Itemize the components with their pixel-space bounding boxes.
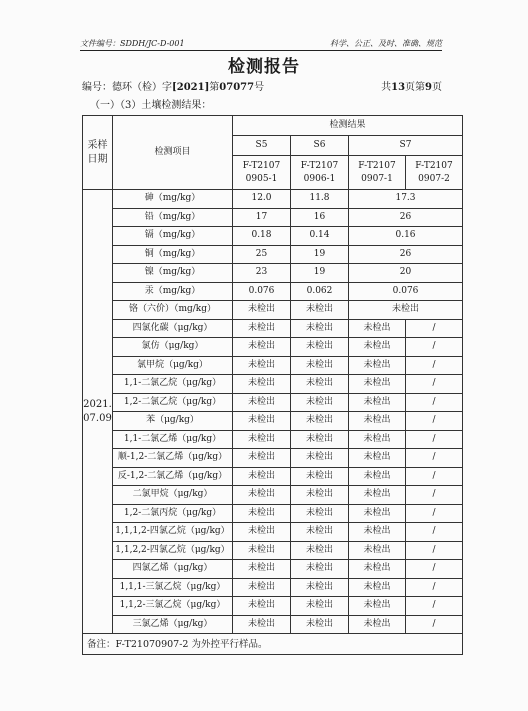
value-s6: 16 — [291, 208, 349, 227]
value-cell: 未检出 — [233, 393, 291, 412]
value-cell: 未检出 — [349, 523, 406, 542]
table-row — [83, 504, 463, 523]
value-cell: 未检出 — [233, 523, 291, 542]
value-cell: 未检出 — [349, 430, 406, 449]
value-cell: 未检出 — [233, 504, 291, 523]
report-number-value: 07077 — [219, 82, 255, 93]
report-number-suffix: 号 — [254, 82, 265, 93]
value-cell: 未检出 — [291, 615, 349, 634]
value-cell: 未检出 — [349, 375, 406, 394]
table-row — [83, 523, 463, 542]
value-cell: 未检出 — [349, 449, 406, 468]
file-number: 文件编号：SDDH/JC-D-001 — [80, 39, 185, 48]
table-row — [83, 541, 463, 560]
header-sample-date: 采样日期 — [83, 116, 113, 190]
table-row — [83, 227, 463, 246]
value-cell: 未检出 — [291, 338, 349, 357]
header-results: 检测结果 — [233, 116, 463, 136]
page-counter-prefix: 共 — [381, 82, 392, 93]
value-cell: 未检出 — [233, 578, 291, 597]
value-cell: 未检出 — [291, 504, 349, 523]
value-cell: 未检出 — [349, 504, 406, 523]
value-cell: 未检出 — [349, 467, 406, 486]
value-cell: 未检出 — [291, 560, 349, 579]
value-cell: 未检出 — [349, 412, 406, 431]
value-cell: / — [406, 338, 463, 357]
value-cell: 未检出 — [291, 412, 349, 431]
table-row — [83, 412, 463, 431]
value-cell: 未检出 — [349, 578, 406, 597]
header-rule — [80, 50, 442, 51]
table-body — [83, 116, 463, 655]
value-s6: 0.14 — [291, 227, 349, 246]
value-cell: 未检出 — [349, 356, 406, 375]
item-name: 1,1,1-三氯乙烷（μg/kg） — [113, 578, 233, 597]
value-cell: / — [406, 597, 463, 616]
page-total: 13 — [391, 82, 406, 93]
value-s5: 17 — [233, 208, 291, 227]
table-row — [83, 319, 463, 338]
item-name: 砷（mg/kg） — [113, 190, 233, 209]
value-cell: 未检出 — [349, 319, 406, 338]
table-row — [83, 486, 463, 505]
value-cell: 未检出 — [349, 615, 406, 634]
table-row — [83, 301, 463, 320]
table-row — [83, 338, 463, 357]
value-s5: 23 — [233, 264, 291, 283]
item-name: 镉（mg/kg） — [113, 227, 233, 246]
value-s7: 17.3 — [349, 190, 463, 209]
item-name: 1,1,2,2-四氯乙烷（μg/kg） — [113, 541, 233, 560]
sample-id-3: F-T2107 0907-1 — [349, 156, 406, 190]
item-name: 汞（mg/kg） — [113, 282, 233, 301]
table-row — [83, 430, 463, 449]
value-cell: / — [406, 523, 463, 542]
value-cell: / — [406, 560, 463, 579]
value-cell: 未检出 — [233, 319, 291, 338]
sample-id-4: F-T2107 0907-2 — [406, 156, 463, 190]
item-name: 镍（mg/kg） — [113, 264, 233, 283]
header-row-1 — [83, 116, 463, 136]
soil-results-table — [82, 115, 463, 655]
item-name: 铬（六价）（mg/kg） — [113, 301, 233, 320]
value-s7: 26 — [349, 245, 463, 264]
page-counter — [381, 78, 442, 93]
value-cell: 未检出 — [291, 467, 349, 486]
site-s6: S6 — [291, 136, 349, 156]
value-cell: 未检出 — [233, 412, 291, 431]
value-cell: / — [406, 541, 463, 560]
value-cell: 未检出 — [233, 597, 291, 616]
value-s5: 0.18 — [233, 227, 291, 246]
table-row — [83, 393, 463, 412]
item-name: 1,1-二氯乙烯（μg/kg） — [113, 430, 233, 449]
table-row — [83, 264, 463, 283]
value-cell: 未检出 — [349, 541, 406, 560]
item-name: 顺-1,2-二氯乙烯（μg/kg） — [113, 449, 233, 468]
value-cell: 未检出 — [233, 356, 291, 375]
value-cell: / — [406, 467, 463, 486]
item-name: 氯仿（μg/kg） — [113, 338, 233, 357]
value-cell: / — [406, 430, 463, 449]
value-cell: 未检出 — [233, 486, 291, 505]
value-cell: 未检出 — [233, 467, 291, 486]
item-name: 二氯甲烷（μg/kg） — [113, 486, 233, 505]
page-current: 9 — [425, 82, 432, 93]
site-s5: S5 — [233, 136, 291, 156]
item-name: 1,2-二氯乙烷（μg/kg） — [113, 393, 233, 412]
report-number-mid: 第 — [209, 82, 220, 93]
table-row — [83, 597, 463, 616]
table-row — [83, 467, 463, 486]
page-counter-mid: 页第 — [405, 82, 426, 93]
table-row — [83, 578, 463, 597]
value-s5: 未检出 — [233, 301, 291, 320]
header-motto: 科学、公正、及时、准确、规范 — [330, 39, 442, 48]
sample-id-1: F-T2107 0905-1 — [233, 156, 291, 190]
sample-id-2: F-T2107 0906-1 — [291, 156, 349, 190]
item-name: 铜（mg/kg） — [113, 245, 233, 264]
value-cell: / — [406, 578, 463, 597]
value-cell: 未检出 — [349, 597, 406, 616]
item-name: 反-1,2-二氯乙烯（μg/kg） — [113, 467, 233, 486]
item-name: 氯甲烷（μg/kg） — [113, 356, 233, 375]
item-name: 苯（μg/kg） — [113, 412, 233, 431]
page-counter-suffix: 页 — [432, 82, 442, 93]
table-row — [83, 375, 463, 394]
value-cell: / — [406, 449, 463, 468]
table-row — [83, 449, 463, 468]
value-cell: 未检出 — [291, 375, 349, 394]
value-cell: 未检出 — [349, 560, 406, 579]
table-row — [83, 190, 463, 209]
value-cell: / — [406, 615, 463, 634]
table-row — [83, 560, 463, 579]
value-s5: 25 — [233, 245, 291, 264]
value-cell: 未检出 — [291, 356, 349, 375]
item-name: 1,1,2-三氯乙烷（μg/kg） — [113, 597, 233, 616]
value-s7: 0.076 — [349, 282, 463, 301]
table-row — [83, 208, 463, 227]
value-cell: 未检出 — [291, 393, 349, 412]
table-note: 备注：F-T21070907-2 为外控平行样品。 — [83, 634, 463, 655]
value-cell: 未检出 — [233, 541, 291, 560]
value-cell: 未检出 — [233, 449, 291, 468]
item-name: 铅（mg/kg） — [113, 208, 233, 227]
page-title: 检测报告 — [228, 57, 300, 77]
value-cell: 未检出 — [291, 449, 349, 468]
report-number-year: [2021] — [172, 82, 210, 93]
value-cell: 未检出 — [291, 523, 349, 542]
value-s7: 26 — [349, 208, 463, 227]
value-cell: 未检出 — [291, 597, 349, 616]
value-s7: 未检出 — [349, 301, 463, 320]
value-cell: 未检出 — [233, 560, 291, 579]
value-cell: 未检出 — [233, 615, 291, 634]
table-row — [83, 245, 463, 264]
value-cell: / — [406, 375, 463, 394]
value-s7: 0.16 — [349, 227, 463, 246]
sample-date-cell: 2021. 07.09 — [83, 190, 113, 634]
value-cell: 未检出 — [291, 430, 349, 449]
item-name: 四氯乙烯（μg/kg） — [113, 560, 233, 579]
value-cell: / — [406, 319, 463, 338]
section-title: （一）（3）土壤检测结果： — [90, 100, 212, 111]
value-s6: 11.8 — [291, 190, 349, 209]
value-cell: / — [406, 356, 463, 375]
value-cell: 未检出 — [291, 486, 349, 505]
value-s7: 20 — [349, 264, 463, 283]
item-name: 1,2-二氯丙烷（μg/kg） — [113, 504, 233, 523]
table-row — [83, 282, 463, 301]
item-name: 三氯乙烯（μg/kg） — [113, 615, 233, 634]
value-cell: / — [406, 393, 463, 412]
value-cell: 未检出 — [349, 393, 406, 412]
value-s5: 12.0 — [233, 190, 291, 209]
site-s7: S7 — [349, 136, 463, 156]
report-number — [82, 78, 264, 93]
value-cell: / — [406, 486, 463, 505]
value-s6: 0.062 — [291, 282, 349, 301]
value-cell: 未检出 — [291, 578, 349, 597]
report-number-prefix: 编号：德环（检）字 — [82, 82, 172, 93]
value-cell: 未检出 — [349, 338, 406, 357]
item-name: 四氯化碳（μg/kg） — [113, 319, 233, 338]
value-cell: / — [406, 504, 463, 523]
table-row — [83, 615, 463, 634]
value-s6: 19 — [291, 264, 349, 283]
table-row — [83, 356, 463, 375]
value-s6: 未检出 — [291, 301, 349, 320]
value-s6: 19 — [291, 245, 349, 264]
item-name: 1,1-二氯乙烷（μg/kg） — [113, 375, 233, 394]
note-row — [83, 634, 463, 655]
value-cell: / — [406, 412, 463, 431]
value-cell: 未检出 — [233, 430, 291, 449]
value-cell: 未检出 — [291, 541, 349, 560]
header-item: 检测项目 — [113, 116, 233, 190]
value-cell: 未检出 — [233, 338, 291, 357]
item-name: 1,1,1,2-四氯乙烷（μg/kg） — [113, 523, 233, 542]
value-cell: 未检出 — [233, 375, 291, 394]
value-s5: 0.076 — [233, 282, 291, 301]
value-cell: 未检出 — [291, 319, 349, 338]
value-cell: 未检出 — [349, 486, 406, 505]
